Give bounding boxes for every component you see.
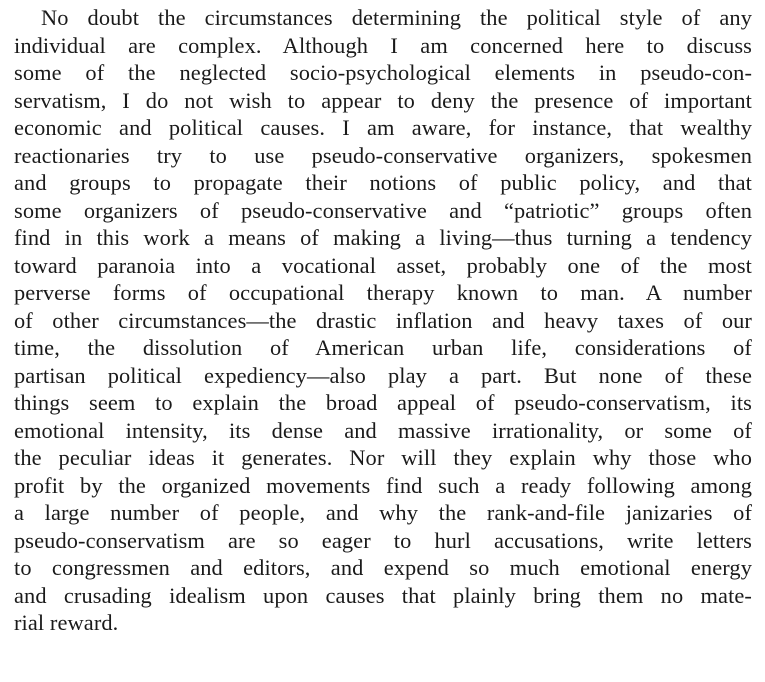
text-line: profit by the organized movements find such a ready following among xyxy=(14,472,752,498)
text-line: economic and political causes. I am aware, for instance, that wealthy xyxy=(14,115,752,140)
text-line: emotional intensity, its dense and massive irrationality, or some of xyxy=(14,417,752,443)
text-line: pseudo-conservatism are so eager to hurl accusations, write letters xyxy=(14,527,752,553)
text-page xyxy=(14,4,752,637)
text-line: No doubt the circumstances determining the political style of any xyxy=(41,5,752,30)
text-line: of other circumstances—the drastic inflation and heavy taxes of our xyxy=(14,307,752,333)
text-line: some organizers of pseudo-conservative and “patriotic” groups often xyxy=(14,197,752,223)
text-line: servatism, I do not wish to appear to deny the presence of important xyxy=(14,87,752,113)
text-line: toward paranoia into a vocational asset, probably one of the most xyxy=(14,252,752,278)
text-line: some of the neglected socio-psychological elements in pseudo-con- xyxy=(14,60,752,85)
body-paragraph xyxy=(14,4,752,637)
text-line: a large number of people, and why the rank-and-file janizaries of xyxy=(14,500,752,525)
text-line: individual are complex. Although I am concerned here to discuss xyxy=(14,32,752,58)
text-line: partisan political expediency—also play a part. But none of these xyxy=(14,362,752,388)
text-line: reactionaries try to use pseudo-conservative organizers, spokesmen xyxy=(14,142,752,168)
text-line: find in this work a means of making a living—thus turning a tendency xyxy=(14,225,752,250)
text-line: time, the dissolution of American urban life, considerations of xyxy=(14,335,752,360)
text-line: and crusading idealism upon causes that plainly bring them no mate- xyxy=(14,582,752,608)
text-line: rial reward. xyxy=(14,610,119,635)
text-line: the peculiar ideas it generates. Nor will they explain why those who xyxy=(14,445,752,470)
text-line: perverse forms of occupational therapy known to man. A number xyxy=(14,280,752,305)
text-line: things seem to explain the broad appeal of pseudo-conservatism, its xyxy=(14,390,752,415)
text-line: to congressmen and editors, and expend so much emotional energy xyxy=(14,555,752,580)
text-line: and groups to propagate their notions of public policy, and that xyxy=(14,170,752,195)
